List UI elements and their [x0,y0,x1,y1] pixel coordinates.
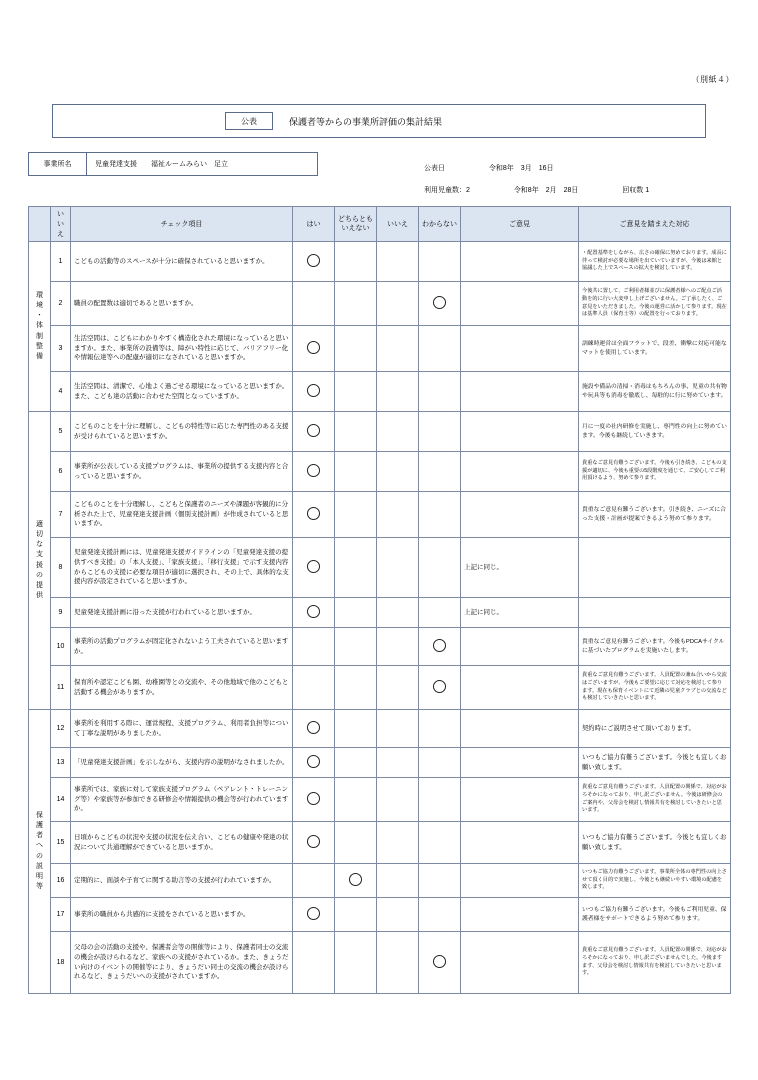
row-number: 10 [51,628,71,666]
answer-cell-either[interactable] [335,778,377,822]
answer-cell-either[interactable] [335,932,377,994]
answer-cell-yes[interactable] [293,628,335,666]
selected-circle-icon [307,605,320,618]
header-comment: ご意見 [461,207,579,242]
comment-cell [461,492,579,538]
answer-cell-either[interactable] [335,452,377,492]
comment-cell [461,666,579,710]
answer-cell-unknown[interactable] [419,864,461,898]
office-label: 事業所名 [29,153,87,175]
office-name: 児童発達支援 福祉ルームみらい 足立 [95,161,228,168]
publish-label: 公表日 [424,165,445,172]
check-item: 「児童発達支援計画」を示しながら、支援内容の説明がなされましたか。 [71,748,293,778]
response-cell: 今後共に置して、ご利用者様並びに保護者様へのご配点ご活動を的に行い大変申し上げございません。ご了承したく、ご意見をいただきました。今後の運営に活かして参ります。現在は基準人員（保育士等）の配置を行っております。 [579,282,731,326]
table-row [29,628,731,666]
answer-cell-no[interactable] [377,412,419,452]
table-row [29,326,731,372]
response-cell: 月に一度の社内研修を実施し、専門性の向上に努めています。今後も継続していきます。 [579,412,731,452]
comment-cell [461,412,579,452]
selected-circle-icon [307,835,320,848]
check-item: こどもの活動等のスペースが十分に確保されていると思いますか。 [71,242,293,282]
publish-date: 令和8年 3月 16日 [488,165,554,172]
response-cell: 貴重なご意見有難うございます。今後もPDCAサイクルに基づいたプログラムを実施いたします。 [579,628,731,666]
check-item: こどものことを十分理解し、こどもと保護者のニーズや課題が客観的に分析された上で、児童発達支援計画（個別支援計画）が作成されていると思いますか。 [71,492,293,538]
response-cell: ・配置基準をしながら、広さの確保に努めております。成長に伴って検討が必要な場所を出ていていますが、今後は来館と協議した上でスペースの拡大を検討しています。 [579,242,731,282]
answer-cell-yes[interactable] [293,710,335,748]
answer-cell-yes[interactable] [293,492,335,538]
table-row [29,538,731,598]
answer-cell-no[interactable] [377,710,419,748]
comment-cell [461,372,579,412]
check-item: 児童発達支援計画には、児童発達支援ガイドラインの「児童発達支援の提供すべき支援」の「本人支援」、「家族支援」、「移行支援」で示す支援内容からこどもの支援に必要な項目が適切に選択され、その上で、具体的な支援内容が設定されていると思いますか。 [71,538,293,598]
table-row [29,598,731,628]
check-item: 日頃からこどもの状況や支援の状況を伝え合い、こどもの健康や発達の状況について共通理解ができていると思いますか。 [71,822,293,864]
comment-cell [461,748,579,778]
answer-cell-no[interactable] [377,242,419,282]
check-item: 父母の会の活動の支援や、保護者会等の開催等により、保護者同士の交流の機会が設けられるなど、家族への支援がされているか。また、きょうだい向けのイベントの開催等により、きょうだい同士の交流の機会が設けられるなど、きょうだいへの支援がされていますか。 [71,932,293,994]
response-cell: いつもご協力有難うございます。事業所全体の専門性の向上させて頂く目的で実施し、今後とも継続いやすい環境の配慮を致します。 [579,864,731,898]
answer-cell-unknown[interactable] [419,748,461,778]
answer-cell-yes[interactable] [293,538,335,598]
header-unknown: わからない [419,207,461,242]
selected-circle-icon [307,384,320,397]
header-no-answer: いいえ [377,207,419,242]
row-number: 7 [51,492,71,538]
answer-cell-no[interactable] [377,628,419,666]
answer-cell-no[interactable] [377,778,419,822]
answer-cell-either[interactable] [335,492,377,538]
comment-cell [461,326,579,372]
check-item: 事業所の職員から共感的に支援をされていると思いますか。 [71,898,293,932]
check-item: 事業所が公表している支援プログラムは、事業所の提供する支援内容と合っていると思いますか。 [71,452,293,492]
header-yes: はい [293,207,335,242]
selected-circle-icon [433,955,446,968]
answer-cell-either[interactable] [335,628,377,666]
answer-cell-yes[interactable] [293,452,335,492]
answer-cell-yes[interactable] [293,242,335,282]
answer-cell-unknown[interactable] [419,452,461,492]
survey-meta [424,185,649,195]
answer-cell-either[interactable] [335,748,377,778]
answer-cell-yes[interactable] [293,598,335,628]
row-number: 18 [51,932,71,994]
comment-cell [461,710,579,748]
answer-cell-no[interactable] [377,898,419,932]
response-cell: いつもご協力有難うございます。今後とも宜しくお願い致します。 [579,748,731,778]
answer-cell-unknown[interactable] [419,628,461,666]
table-row [29,282,731,326]
selected-circle-icon [307,721,320,734]
answer-cell-either[interactable] [335,538,377,598]
response-cell: いつもご協力有難うございます。今後とも宜しくお願い致します。 [579,822,731,864]
answer-cell-either[interactable] [335,326,377,372]
table-row [29,822,731,864]
row-number: 8 [51,538,71,598]
answer-cell-no[interactable] [377,538,419,598]
check-item: 職員の配置数は適切であると思いますか。 [71,282,293,326]
check-item: こどものことを十分に理解し、こどもの特性等に応じた専門性のある支援が受けられていると思いますか。 [71,412,293,452]
table-row [29,452,731,492]
response-cell: 契約時にご説明させて頂いております。 [579,710,731,748]
response-cell: 貴重なご意見有難うございます。人員配置の関係で、対応がおろそかになっており、申し訳ございません。今後は研修会のご案内や、父母会を検討し情報共有を検討していきたいと思います。 [579,778,731,822]
check-item: 生活空間は、こどもにわかりやすく構造化された環境になっていると思いますか。また、事業所の設備等は、障がい特性に応じて、バリアフリー化や情報伝達等への配慮が適切になされていると思いますか。 [71,326,293,372]
answer-cell-either[interactable] [335,710,377,748]
comment-cell [461,242,579,282]
answer-cell-yes[interactable] [293,778,335,822]
check-item: 生活空間は、清潔で、心地よく過ごせる環境になっていると思いますか。また、こども達の活動に合わせた空間となっていますか。 [71,372,293,412]
answer-cell-unknown[interactable] [419,666,461,710]
children-count: 利用児童数：2 [424,187,470,194]
publish-meta [424,163,553,173]
answer-cell-either[interactable] [335,864,377,898]
answer-cell-yes[interactable] [293,748,335,778]
selected-circle-icon [307,254,320,267]
selected-circle-icon [307,755,320,768]
check-item: 事業所を利用する際に、運営規程、支援プログラム、利用者負担等について丁寧な説明がありましたか。 [71,710,293,748]
table-row [29,898,731,932]
answer-cell-yes[interactable] [293,282,335,326]
category-cell: 環 境 ・ 体 制 整 備 [29,242,51,412]
answer-cell-no[interactable] [377,932,419,994]
row-number: 3 [51,326,71,372]
answer-cell-yes[interactable] [293,666,335,710]
answer-cell-unknown[interactable] [419,242,461,282]
answer-cell-unknown[interactable] [419,710,461,748]
answer-cell-either[interactable] [335,242,377,282]
selected-circle-icon [307,907,320,920]
answer-cell-no[interactable] [377,864,419,898]
table-header-row [29,207,731,242]
selected-circle-icon [433,296,446,309]
table-row [29,710,731,748]
comment-cell [461,282,579,326]
answer-cell-yes[interactable] [293,822,335,864]
table-row [29,932,731,994]
table-row [29,748,731,778]
eval-date: 令和8年 2月 28日 [513,187,579,194]
answer-cell-no[interactable] [377,452,419,492]
comment-cell [461,778,579,822]
comment-cell [461,822,579,864]
answer-cell-unknown[interactable] [419,372,461,412]
answer-cell-either[interactable] [335,372,377,412]
answer-cell-yes[interactable] [293,372,335,412]
row-number: 6 [51,452,71,492]
answer-cell-either[interactable] [335,282,377,326]
row-number: 4 [51,372,71,412]
row-number: 2 [51,282,71,326]
answer-cell-unknown[interactable] [419,932,461,994]
row-number: 12 [51,710,71,748]
response-cell [579,598,731,628]
evaluation-table [28,206,731,994]
row-number: 14 [51,778,71,822]
check-item: 児童発達支援計画に沿った支援が行われていると思いますか。 [71,598,293,628]
answer-cell-unknown[interactable] [419,326,461,372]
response-count: 回収数 1 [622,187,650,194]
answer-cell-yes[interactable] [293,932,335,994]
check-item: 事業所では、家族に対して家族支援プログラム（ペアレント・トレーニング等）や家族等が参加できる研修会や情報提供の機会等が行われていますか。 [71,778,293,822]
row-number: 5 [51,412,71,452]
response-cell: 貴重なご意見有難うございます。人員配置の兼ね合いから交流はございますが、今後もご要望に応じて対応を検討して参ります。現在も保育イベントにて近隣の児童クラブとの交流なども検討していきたいと思います。 [579,666,731,710]
selected-circle-icon [307,507,320,520]
answer-cell-no[interactable] [377,492,419,538]
row-number: 1 [51,242,71,282]
comment-cell [461,452,579,492]
public-badge: 公表 [225,112,273,130]
table-row [29,372,731,412]
answer-cell-no[interactable] [377,748,419,778]
answer-cell-unknown[interactable] [419,492,461,538]
category-cell: 保 護 者 へ の 説 明 等 [29,710,51,994]
answer-cell-either[interactable] [335,666,377,710]
answer-cell-no[interactable] [377,326,419,372]
answer-cell-unknown[interactable] [419,412,461,452]
row-number: 17 [51,898,71,932]
table-row [29,864,731,898]
title-box [52,104,706,138]
answer-cell-yes[interactable] [293,864,335,898]
category-cell: 適 切 な 支 援 の 提 供 [29,412,51,710]
answer-cell-either[interactable] [335,412,377,452]
answer-cell-no[interactable] [377,598,419,628]
row-number: 9 [51,598,71,628]
response-cell: 施設や備品の清掃・消毒はもちろんの事、児童の共有物や玩具等も消毒を徹底し、毎駐的に行に努めています。 [579,372,731,412]
header-response: ご意見を踏まえた対応 [579,207,731,242]
selected-circle-icon [307,341,320,354]
comment-cell [461,932,579,994]
answer-cell-no[interactable] [377,372,419,412]
answer-cell-either[interactable] [335,598,377,628]
table-body [29,242,731,994]
response-cell: いつもご協力有難うございます。今後もご利用児童、保護者様をサポートできるよう努めて参ります。 [579,898,731,932]
answer-cell-unknown[interactable] [419,598,461,628]
answer-cell-yes[interactable] [293,326,335,372]
answer-cell-no[interactable] [377,666,419,710]
selected-circle-icon [433,639,446,652]
answer-cell-either[interactable] [335,898,377,932]
row-number: 15 [51,822,71,864]
comment-cell: 上記に同じ。 [461,538,579,598]
answer-cell-no[interactable] [377,282,419,326]
table-row [29,492,731,538]
answer-cell-unknown[interactable] [419,538,461,598]
table-row [29,666,731,710]
answer-cell-unknown[interactable] [419,778,461,822]
selected-circle-icon [307,424,320,437]
response-cell [579,538,731,598]
answer-cell-no[interactable] [377,822,419,864]
table-row [29,412,731,452]
header-no: いいえ [51,207,71,242]
selected-circle-icon [307,560,320,573]
response-cell: 貴重なご意見有難うございます。引き続き、ニーズに合った支援・計画が提案できるよう努めて参ります。 [579,492,731,538]
row-number: 13 [51,748,71,778]
check-item: 定期的に、面談や子育てに関する助言等の支援が行われていますか。 [71,864,293,898]
row-number: 11 [51,666,71,710]
comment-cell [461,628,579,666]
answer-cell-unknown[interactable] [419,898,461,932]
header-category [29,207,51,242]
page-title: 保護者等からの事業所評価の集計結果 [289,116,443,127]
comment-cell: 上記に同じ。 [461,598,579,628]
selected-circle-icon [307,792,320,805]
comment-cell [461,898,579,932]
selected-circle-icon [433,680,446,693]
response-cell: 訓練時運営は全面フラットで、段差、衝撃に対応可能なマットを使用しています。 [579,326,731,372]
response-cell: 貴重なご意見有難うございます。人員配置の関係で、対応がおろそかになっており、申し訳ございませんでした。今後ますます、父母会を検討し情報共有を検討していきたいと思います。 [579,932,731,994]
selected-circle-icon [307,464,320,477]
sheet-mark: （別紙４） [691,75,734,84]
office-box [28,152,318,176]
answer-cell-unknown[interactable] [419,822,461,864]
answer-cell-unknown[interactable] [419,282,461,326]
response-cell: 貴重なご意見有難うございます。今後も引き続き、こどもの支援が適切に、今後も重要の5段階度を通じて、ご安心してご利用頂けるよう、努めて参ります。 [579,452,731,492]
answer-cell-either[interactable] [335,822,377,864]
table-row [29,778,731,822]
selected-circle-icon [349,873,362,886]
row-number: 16 [51,864,71,898]
header-either: どちらとも いえない [335,207,377,242]
table-row [29,242,731,282]
answer-cell-yes[interactable] [293,898,335,932]
check-item: 保育所や認定こども園、幼稚園等との交流や、その他地域で他のこどもと活動する機会がありますか。 [71,666,293,710]
header-item: チェック項目 [71,207,293,242]
answer-cell-yes[interactable] [293,412,335,452]
check-item: 事業所の活動プログラムが固定化されないよう工夫されていると思いますか。 [71,628,293,666]
comment-cell [461,864,579,898]
